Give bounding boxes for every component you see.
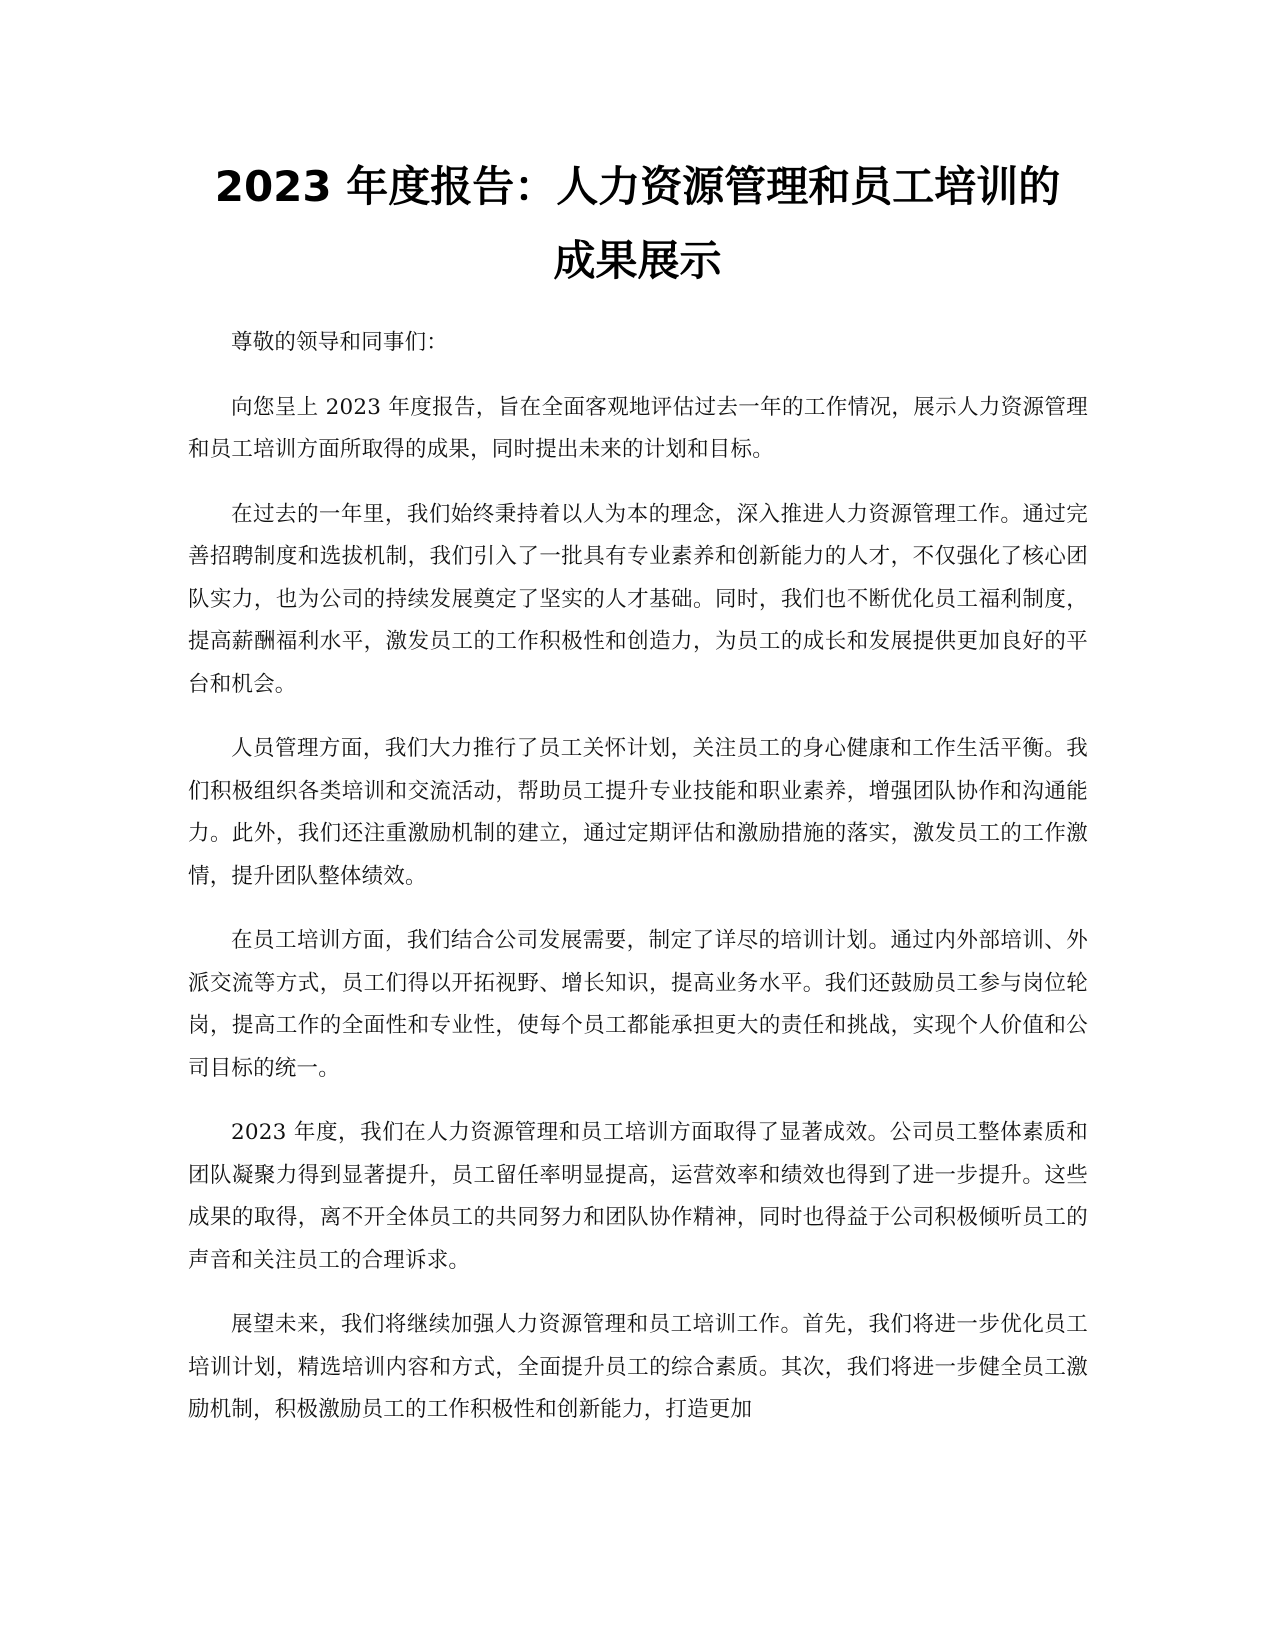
- results-paragraph: 2023 年度，我们在人力资源管理和员工培训方面取得了显著成效。公司员工整体素质和团队凝聚力得到显著提升，员工留任率明显提高，运营效率和绩效也得到了进一步提升。这些成果的取得，离不开全体员工的共同努力和团队协作精神，同时也得益于公司积极倾听员工的声音和关注员工的合理诉求。: [188, 1120, 1088, 1273]
- employee-training-paragraph: 在员工培训方面，我们结合公司发展需要，制定了详尽的培训计划。通过内外部培训、外派交流等方式，员工们得以开拓视野、增长知识，提高业务水平。我们还鼓励员工参与岗位轮岗，提高工作的全面性和专业性，使每个员工都能承担更大的责任和挑战，实现个人价值和公司目标的统一。: [188, 928, 1088, 1081]
- salutation-paragraph: 尊敬的领导和同事们：: [231, 330, 449, 355]
- outlook-paragraph: 展望未来，我们将继续加强人力资源管理和员工培训工作。首先，我们将进一步优化员工培训计划，精选培训内容和方式，全面提升员工的综合素质。其次，我们将进一步健全员工激励机制，积极激励员工的工作积极性和创新能力，打造更加: [188, 1312, 1088, 1422]
- document-title-line-1: 2023 年度报告：人力资源管理和员工培训的: [214, 162, 1061, 211]
- document-body: [188, 322, 1088, 1454]
- document-title: [160, 150, 1115, 298]
- personnel-management-paragraph: 人员管理方面，我们大力推行了员工关怀计划，关注员工的身心健康和工作生活平衡。我们积极组织各类培训和交流活动，帮助员工提升专业技能和职业素养，增强团队协作和沟通能力。此外，我们还注重激励机制的建立，通过定期评估和激励措施的落实，激发员工的工作激情，提升团队整体绩效。: [188, 736, 1088, 889]
- intro-paragraph: 向您呈上 2023 年度报告，旨在全面客观地评估过去一年的工作情况，展示人力资源管理和员工培训方面所取得的成果，同时提出未来的计划和目标。: [188, 394, 1088, 462]
- document-title-line-2: 成果展示: [553, 236, 722, 285]
- hr-management-paragraph: 在过去的一年里，我们始终秉持着以人为本的理念，深入推进人力资源管理工作。通过完善招聘制度和选拔机制，我们引入了一批具有专业素养和创新能力的人才，不仅强化了核心团队实力，也为公司的持续发展奠定了坚实的人才基础。同时，我们也不断优化员工福利制度，提高薪酬福利水平，激发员工的工作积极性和创造力，为员工的成长和发展提供更加良好的平台和机会。: [188, 501, 1088, 697]
